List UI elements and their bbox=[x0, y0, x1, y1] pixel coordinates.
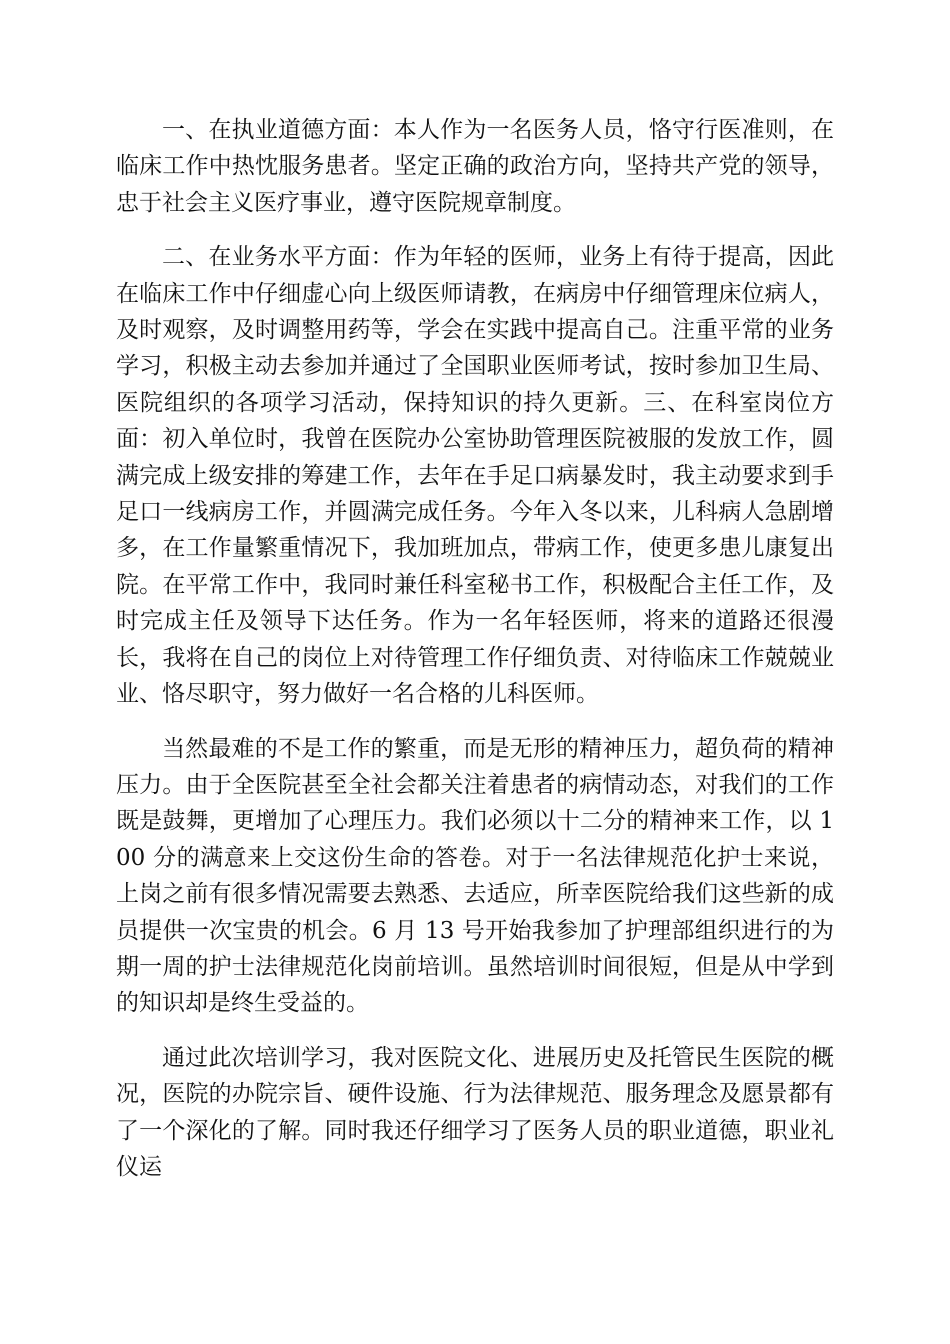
paragraph-professional-skills: 二、在业务水平方面：作为年轻的医师，业务上有待于提高，因此在临床工作中仔细虚心向上级医师请教，在病房中仔细管理床位病人，及时观察，及时调整用药等，学会在实践中提高自己。注重平常的业务学习，积极主动去参加并通过了全国职业医师考试，按时参加卫生局、医院组织的各项学习活动，保持知识的持久更新。三、在科室岗位方面：初入单位时，我曾在医院办公室协助管理医院被服的发放工作，圆满完成上级安排的筹建工作，去年在手足口病暴发时，我主动要求到手足口一线病房工作，并圆满完成任务。今年入冬以来，儿科病人急剧增多，在工作量繁重情况下，我加班加点，带病工作，使更多患儿康复出院。在平常工作中，我同时兼任科室秘书工作，积极配合主任工作，及时完成主任及领导下达任务。作为一名年轻医师，将来的道路还很漫长，我将在自己的岗位上对待管理工作仔细负责、对待临床工作兢兢业业、恪尽职守，努力做好一名合格的儿科医师。 bbox=[116, 244, 834, 708]
document-page bbox=[116, 112, 834, 1185]
paragraph-training: 通过此次培训学习，我对医院文化、进展历史及托管民生医院的概况，医院的办院宗旨、硬件设施、行为法律规范、服务理念及愿景都有了一个深化的了解。同时我还仔细学习了医务人员的职业道德，职业礼仪运 bbox=[116, 1044, 834, 1180]
paragraph-work-pressure: 当然最难的不是工作的繁重，而是无形的精神压力，超负荷的精神压力。由于全医院甚至全社会都关注着患者的病情动态，对我们的工作既是鼓舞，更增加了心理压力。我们必须以十二分的精神来工作，以 100 分的满意来上交这份生命的答卷。对于一名法律规范化护士来说，上岗之前有很多情况需要去熟悉、去适应，所幸医院给我们这些新的成员提供一次宝贵的机会。6 月 13 号开始我参加了护理部组织进行的为期一周的护士法律规范化岗前培训。虽然培训时间很短，但是从中学到的知识却是终生受益的。 bbox=[116, 735, 834, 1017]
paragraph-professional-ethics: 一、在执业道德方面：本人作为一名医务人员，恪守行医准则，在临床工作中热忱服务患者。坚定正确的政治方向，坚持共产党的领导，忠于社会主义医疗事业，遵守医院规章制度。 bbox=[116, 117, 834, 216]
